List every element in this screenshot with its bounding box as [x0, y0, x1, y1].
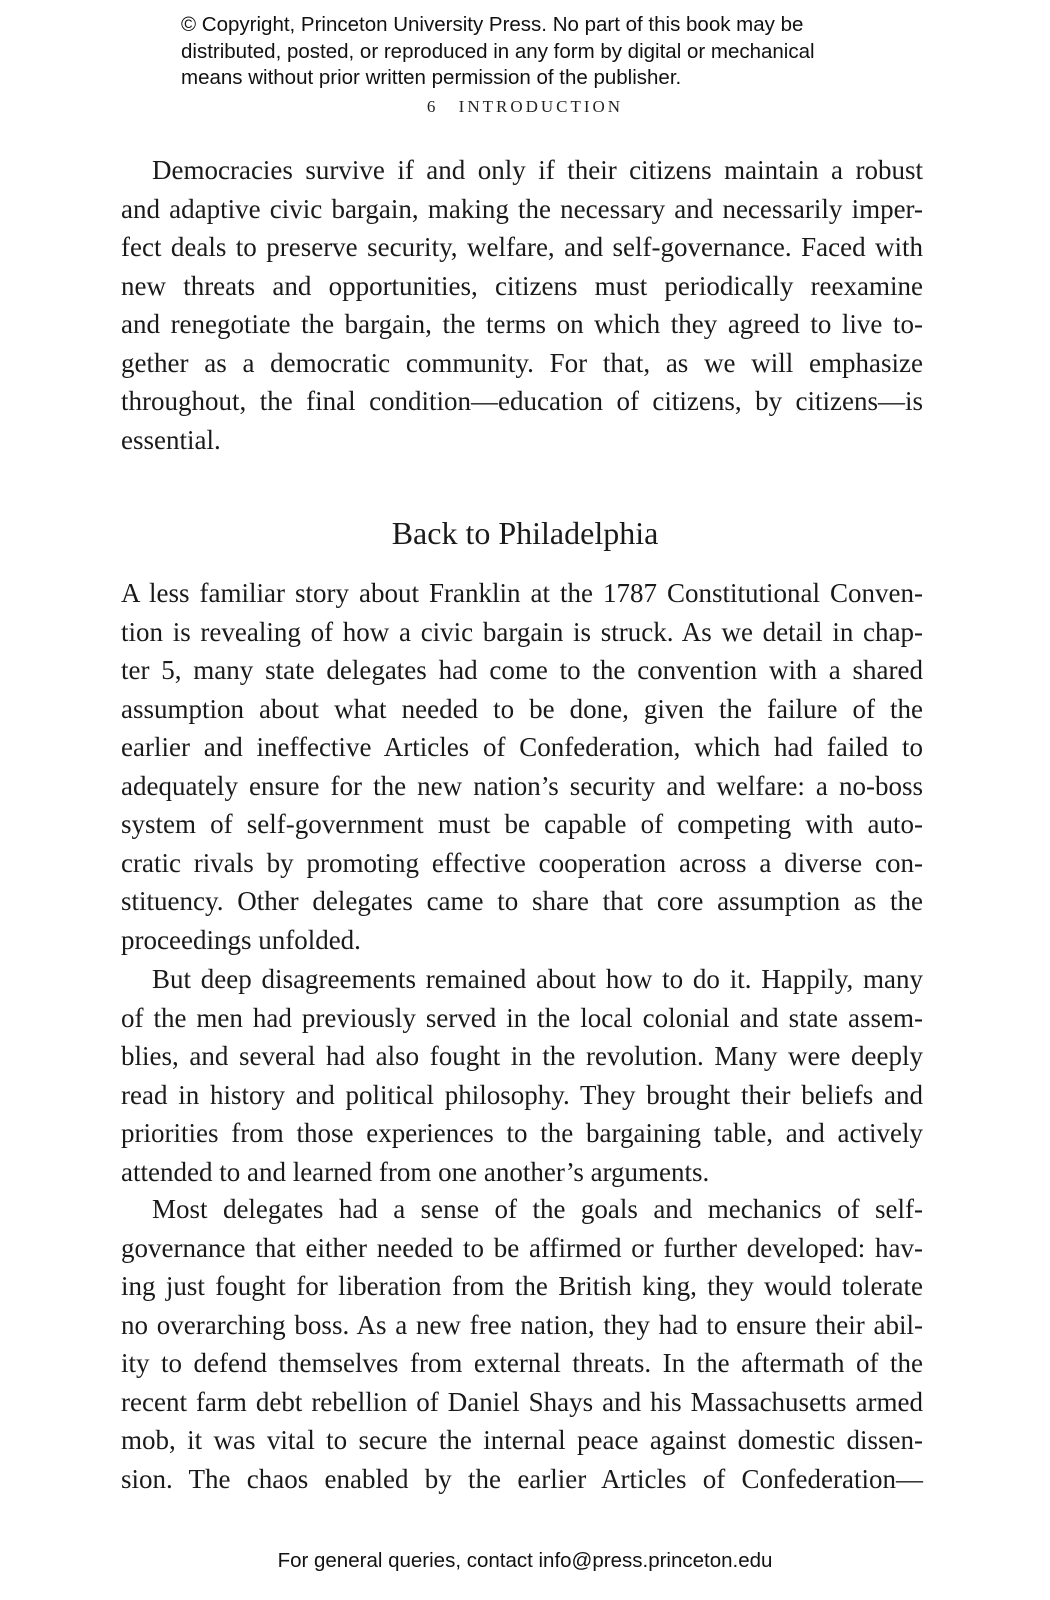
text-line: throughout, the final condition—education of citizens, by citizens—is: [121, 386, 923, 416]
footer-contact: For general queries, contact info@press.princeton.edu: [277, 1549, 773, 1572]
paragraph: [121, 960, 923, 1191]
text-line: read in history and political philosophy. They brought their beliefs and: [121, 1079, 923, 1110]
text-line: tion is revealing of how a civic bargain is struck. As we detail in chap-: [121, 616, 923, 647]
text-line: earlier and ineffective Articles of Confederation, which had failed to: [121, 732, 923, 762]
text-line: ter 5, many state delegates had come to the convention with a shared: [121, 655, 923, 685]
text-line: blies, and several had also fought in the revolution. Many were deeply: [121, 1041, 923, 1071]
text-line: stituency. Other delegates came to share that core assumption as the: [121, 886, 923, 916]
text-line: no overarching boss. As a new free nation, they had to ensure their abil-: [121, 1309, 923, 1340]
text-line: gether as a democratic community. For that, as we will emphasize: [121, 347, 923, 378]
text-line: ing just fought for liberation from the British king, they would tolerate: [121, 1271, 923, 1301]
text-line: recent farm debt rebellion of Daniel Shays and his Massachusetts armed: [121, 1386, 923, 1417]
text-line: adequately ensure for the new nation’s security and welfare: a no-boss: [121, 770, 923, 801]
text-line: governance that either needed to be affirmed or further developed: hav-: [121, 1232, 923, 1263]
text-line: fect deals to preserve security, welfare, and self-governance. Faced with: [121, 232, 923, 262]
copyright-line: © Copyright, Princeton University Press. No part of this book may be: [181, 13, 804, 36]
running-head: [0, 97, 1050, 117]
text-line: Democracies survive if and only if their citizens maintain a robust: [152, 155, 923, 185]
text-line: assumption about what needed to be done, given the failure of the: [121, 693, 923, 724]
text-line: sion. The chaos enabled by the earlier Articles of Confederation—: [121, 1463, 923, 1494]
text-line: new threats and opportunities, citizens must periodically reexamine: [121, 270, 923, 301]
text-line: But deep disagreements remained about how to do it. Happily, many: [152, 964, 923, 994]
text-line: Most delegates had a sense of the goals and mechanics of self-: [152, 1194, 923, 1224]
copyright-line: means without prior written permission of the publisher.: [181, 66, 682, 89]
copyright-line: distributed, posted, or reproduced in any form by digital or mechanical: [181, 39, 815, 63]
text-line: ity to defend themselves from external threats. In the aftermath of the: [121, 1348, 923, 1378]
text-line: attended to and learned from one another’s arguments.: [121, 1156, 710, 1187]
text-line: system of self-government must be capable of competing with auto-: [121, 809, 923, 839]
paragraph: [121, 151, 923, 459]
text-line: and adaptive civic bargain, making the necessary and necessarily imper-: [121, 193, 923, 224]
running-head-title: INTRODUCTION: [458, 97, 624, 116]
text-line: essential.: [121, 424, 221, 455]
text-line: cratic rivals by promoting effective cooperation across a diverse con-: [121, 847, 923, 878]
text-line: of the men had previously served in the local colonial and state assem-: [121, 1002, 923, 1033]
copyright-notice: [181, 12, 901, 92]
paragraph: [121, 1190, 923, 1498]
text-line: priorities from those experiences to the bargaining table, and actively: [121, 1118, 923, 1148]
paragraph: [121, 574, 923, 959]
text-line: mob, it was vital to secure the internal peace against domestic dissen-: [121, 1425, 923, 1455]
text-line: A less familiar story about Franklin at the 1787 Constitutional Conven-: [121, 578, 923, 608]
page-number: 6: [426, 97, 436, 116]
text-line: proceedings unfolded.: [121, 924, 361, 955]
section-heading: Back to Philadelphia: [391, 515, 659, 551]
text-line: and renegotiate the bargain, the terms on which they agreed to live to-: [121, 309, 923, 339]
